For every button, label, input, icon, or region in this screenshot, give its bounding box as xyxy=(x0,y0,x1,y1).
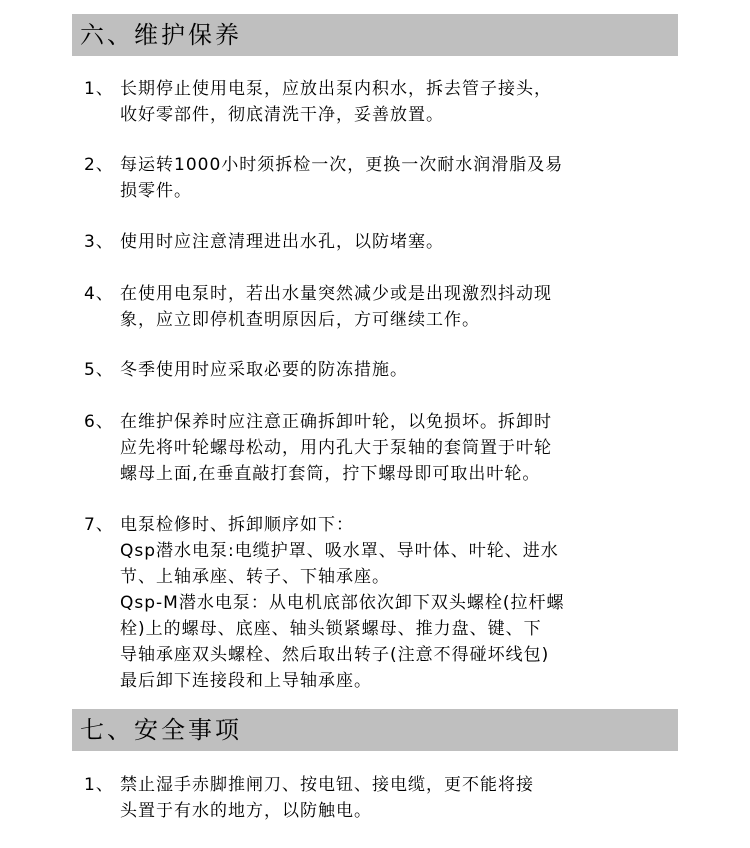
item-number: 1、 xyxy=(84,775,114,795)
item-number: 1、 xyxy=(84,79,114,99)
list-item xyxy=(84,357,684,383)
item-text-line: 在维护保养时应注意正确拆卸叶轮，以免损坏。拆卸时 xyxy=(120,412,552,432)
item-text-line: Qsp潜水电泵:电缆护罩、吸水罩、导叶体、叶轮、进水 xyxy=(120,541,559,561)
item-text-line: 头置于有水的地方，以防触电。 xyxy=(120,801,372,821)
list-item xyxy=(84,512,684,694)
list-item xyxy=(84,409,684,487)
item-text-line: 长期停止使用电泵，应放出泵内积水，拆去管子接头， xyxy=(120,79,552,99)
item-text-line: 节、上轴承座、转子、下轴承座。 xyxy=(120,567,390,587)
item-text-line: 电泵检修时、拆卸顺序如下： xyxy=(120,515,354,535)
item-number: 3、 xyxy=(84,232,114,252)
item-text-line: 禁止湿手赤脚推闸刀、按电钮、接电缆，更不能将接 xyxy=(120,775,534,795)
section-header-safety: 七、安全事项 xyxy=(72,709,678,751)
item-number: 6、 xyxy=(84,412,114,432)
item-text-line: 在使用电泵时，若出水量突然减少或是出现激烈抖动现 xyxy=(120,284,552,304)
section-header-maintenance: 六、维护保养 xyxy=(72,14,678,56)
item-number: 4、 xyxy=(84,284,114,304)
item-number: 7、 xyxy=(84,515,114,535)
item-text-line: 使用时应注意清理进出水孔，以防堵塞。 xyxy=(120,232,444,252)
item-text-line: Qsp-M潜水电泵：从电机底部依次卸下双头螺栓(拉杆螺 xyxy=(120,593,565,613)
list-item xyxy=(84,152,684,204)
item-text-line: 象，应立即停机查明原因后，方可继续工作。 xyxy=(120,310,480,330)
item-text-line: 应先将叶轮螺母松动，用内孔大于泵轴的套筒置于叶轮 xyxy=(120,438,552,458)
item-number: 2、 xyxy=(84,155,114,175)
list-item xyxy=(84,281,684,333)
item-text-line: 导轴承座双头螺栓、然后取出转子(注意不得碰坏线包) xyxy=(120,645,550,665)
item-number: 5、 xyxy=(84,360,114,380)
item-text-line: 收好零部件，彻底清洗干净，妥善放置。 xyxy=(120,105,444,125)
item-text-line: 最后卸下连接段和上导轴承座。 xyxy=(120,671,372,691)
item-text-line: 每运转1000小时须拆检一次，更换一次耐水润滑脂及易 xyxy=(120,155,564,175)
list-item xyxy=(84,76,684,128)
item-text-line: 冬季使用时应采取必要的防冻措施。 xyxy=(120,360,408,380)
list-item xyxy=(84,772,684,824)
item-text-line: 栓)上的螺母、底座、轴头锁紧螺母、推力盘、键、下 xyxy=(120,619,542,639)
item-text-line: 螺母上面,在垂直敲打套筒，拧下螺母即可取出叶轮。 xyxy=(120,464,541,484)
item-text-line: 损零件。 xyxy=(120,181,192,201)
list-item xyxy=(84,229,684,255)
